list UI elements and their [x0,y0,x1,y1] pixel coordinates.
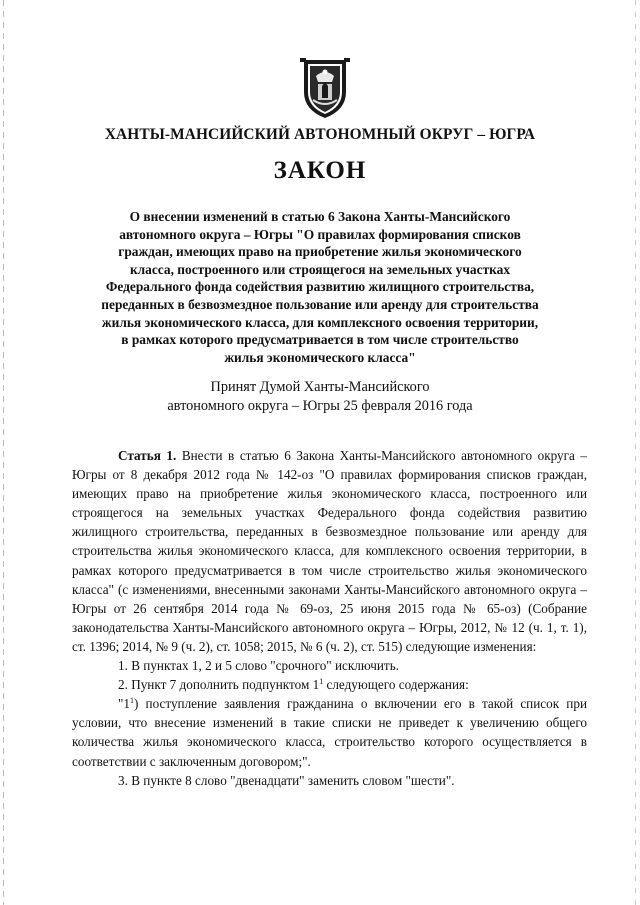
subject-line: О внесении изменений в статью 6 Закона Ханты-Мансийского [129,209,511,224]
subject-line: жилья экономического класса" [224,349,416,365]
change-item-3: 3. В пункте 8 слово "двенадцати" заменить словом "шести". [118,772,455,788]
adoption-line: автономного округа – Югры 25 февраля 2016 года [167,398,473,414]
article-1-paragraph [72,446,587,656]
article-label: Статья 1. [118,448,177,463]
subject-line: переданных в безвозмездное пользование или аренду для строительства [101,296,539,312]
quote-number: "1 [118,696,130,712]
law-body [72,446,587,790]
subject-line: жилья экономического класса, для комплексного освоения территории, [101,314,539,330]
quote-text: ) поступление заявления гражданина о включении его в такой список при условии, что внесение изменений в такие списки не приведет к увеличению общего количества жилья экономического класса, строительство которого осуществляется в соответствии с заключенным договором;". [72,696,587,769]
inserted-subpoint-quote [72,694,587,770]
subject-line: автономного округа – Югры "О правилах формирования списков [119,226,521,242]
change-item-1: 1. В пунктах 1, 2 и 5 слово "срочного" исключить. [118,658,399,674]
coat-of-arms-icon [296,56,354,120]
item-2-text: 2. Пункт 7 дополнить подпунктом 1 [118,677,320,693]
subject-line: в рамках которого предусматривается в том числе строительство [121,332,519,348]
article-text: Внести в статью 6 Закона Ханты-Мансийского автономного округа – Югры от 8 декабря 2012 года № 142-оз "О правилах формирования списков граждан, имеющих право на приобретение жилья экономического класса, построенного или строящегося на земельных участках Федерального фонда содействия развитию жилищного строительства, переданных в безвозмездное пользование или аренду для строительства жилья экономического класса, для комплексного освоения территории, в рамках которого предусматривается в том числе строительство жилья экономического класса" (с изменениями, внесенными законами Ханты-Мансийского автономного округа – Югры от 26 сентября 2014 года № 69-оз, 25 июня 2015 года № 65-оз) (Собрание законодательства Ханты-Мансийского автономного округа – Югры, 2012, № 12 (ч. 1, т. 1), ст. 1396; 2014, № 9 (ч. 2), ст. 1058; 2015, № 6 (ч. 2), ст. 515) следующие изменения: [72,448,588,654]
law-subject-title [70,208,570,366]
adoption-note [110,378,530,416]
document-type-title: ЗАКОН [273,157,367,184]
item-2-superscript: 1 [319,677,324,687]
subject-line: Федерального фонда содействия развитию жилищного строительства, [105,279,535,295]
region-heading: ХАНТЫ-МАНСИЙСКИЙ АВТОНОМНЫЙ ОКРУГ – ЮГРА [104,126,536,143]
change-item-2 [72,675,587,694]
item-2-text-end: следующего содержания: [323,677,469,693]
subject-line: класса, построенного или строящегося на земельных участках [129,261,511,277]
adoption-line: Принят Думой Ханты-Мансийского [210,379,430,395]
quote-superscript: 1 [129,696,134,706]
subject-line: граждан, имеющих право на приобретение жилья экономического [118,244,522,260]
